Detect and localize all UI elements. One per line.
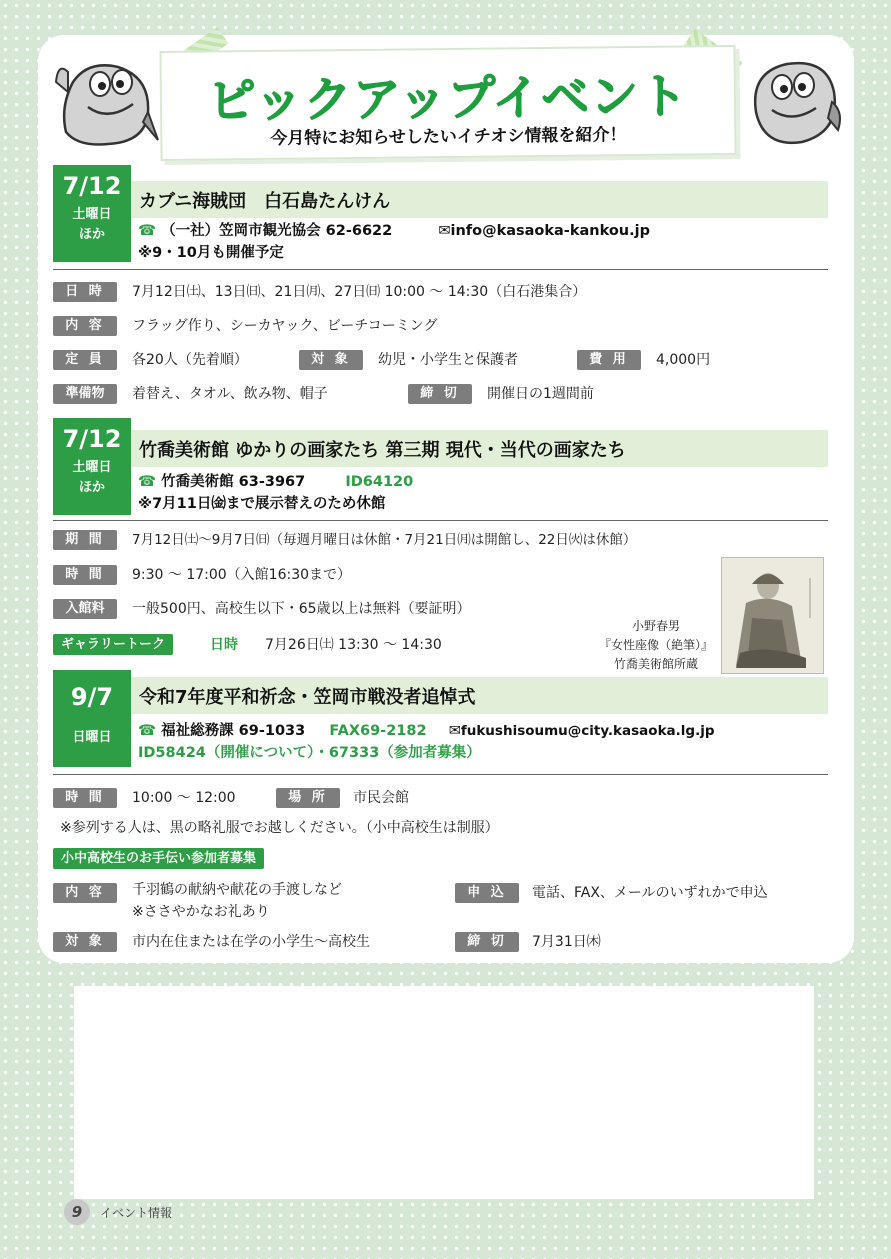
event-date-badge — [53, 670, 131, 767]
contact-id: ID58424（開催について）・67333（参加者募集） — [138, 745, 481, 761]
value-taisho: 市内在住または在学の小学生～高校生 — [132, 934, 370, 950]
event-contact-id — [138, 742, 481, 764]
event-date-badge — [53, 418, 131, 515]
caption-artist: 小野春男 — [631, 619, 680, 633]
mail-icon: ✉ — [438, 223, 451, 239]
page-subtitle: 今月特にお知らせしたいイチオシ情報を紹介！ — [270, 125, 627, 149]
label-taisho: 対 象 — [53, 932, 117, 952]
phone-icon: ☎ — [138, 474, 157, 490]
page-number: 9 — [64, 1199, 90, 1225]
value-shimekiri: 開催日の1週間前 — [487, 386, 594, 402]
contact-email[interactable]: fukushisoumu@city.kasaoka.lg.jp — [460, 723, 715, 739]
label-teiin: 定 員 — [53, 350, 117, 370]
label-moushikomi: 申 込 — [455, 883, 519, 903]
event-date-badge — [53, 165, 131, 262]
value-jikan: 9:30 ～ 17:00（入館16:30まで） — [132, 567, 352, 583]
label-shimekiri: 締 切 — [408, 384, 472, 404]
label-jikan: 時 間 — [53, 788, 117, 808]
caption-work: 『女性座像（絶筆）』 — [598, 638, 713, 652]
event-note: ※7月11日㈮まで展示替えのため休館 — [138, 496, 386, 512]
event-weekday: 日曜日 — [72, 730, 112, 745]
label-jikan: 時 間 — [53, 565, 117, 585]
event-weekday: 土曜日 — [72, 207, 112, 222]
contact-org: （一社）笠岡市観光協会 62-6622 — [161, 223, 393, 239]
blank-area — [74, 986, 814, 1199]
label-gallery-talk: ギャラリートーク — [53, 634, 173, 655]
gallery-sub-label: 日時 — [210, 637, 238, 653]
event-contact — [138, 471, 413, 493]
portrait-image-icon — [722, 558, 823, 673]
divider — [53, 269, 828, 270]
dress-code-note: ※参列する人は、黒の略礼服でお越しください。（小中高校生は制服） — [60, 820, 499, 836]
contact-org: 竹喬美術館 63-3967 — [161, 474, 306, 490]
page-title: ピックアップイベント — [207, 68, 689, 130]
label-nichiji: 日 時 — [53, 282, 117, 302]
caption-owner: 竹喬美術館所蔵 — [613, 657, 698, 671]
value-basho: 市民会館 — [353, 790, 409, 806]
label-recruit: 小中高校生のお手伝い参加者募集 — [53, 848, 264, 869]
phone-icon: ☎ — [138, 223, 157, 239]
event-weekday-extra: ほか — [78, 480, 105, 495]
event-contact — [138, 220, 650, 242]
event-weekday: 土曜日 — [72, 460, 112, 475]
value-hiyo: 4,000円 — [656, 352, 711, 368]
event-title: 令和7年度平和祈念・笠岡市戦没者追悼式 — [131, 677, 828, 714]
footer-section: イベント情報 — [100, 1206, 173, 1220]
label-nyukan: 入館料 — [53, 599, 117, 619]
event-date: 7/12 — [62, 172, 122, 200]
label-kikan: 期 間 — [53, 530, 117, 550]
contact-email[interactable]: info@kasaoka-kankou.jp — [450, 223, 650, 239]
event-title: カブニ海賊団 白石島たんけん — [131, 181, 828, 218]
label-naiyo: 内 容 — [53, 883, 117, 903]
value-naiyo-note: ※ささやかなお礼あり — [132, 904, 270, 920]
event-date: 7/12 — [62, 425, 122, 453]
divider — [53, 774, 828, 775]
value-shimekiri: 7月31日㈭ — [532, 934, 601, 950]
fish-mascot-left-icon — [48, 52, 160, 152]
value-kikan: 7月12日㈯～9月7日㈰（毎週月曜日は休館・7月21日㈪は開館し、22日㈫は休館） — [132, 532, 637, 548]
contact-fax: FAX69-2182 — [329, 723, 427, 739]
label-hiyo: 費 用 — [577, 350, 641, 370]
contact-org: 福祉総務課 69-1033 — [161, 723, 306, 739]
divider — [53, 520, 828, 521]
event-note: ※9・10月も開催予定 — [138, 245, 284, 261]
value-moushikomi: 電話、FAX、メールのいずれかで申込 — [532, 885, 768, 901]
value-naiyo: フラッグ作り、シーカヤック、ビーチコーミング — [132, 318, 438, 334]
label-shimekiri: 締 切 — [455, 932, 519, 952]
value-nichiji: 7月12日㈯、13日㈰、21日㈪、27日㈰ 10:00 ～ 14:30（白石港集合） — [132, 284, 587, 300]
value-gallery-talk: 7月26日㈯ 13:30 ～ 14:30 — [265, 637, 442, 653]
fish-mascot-right-icon — [742, 52, 846, 152]
event-contact — [138, 720, 715, 742]
title-board — [159, 45, 736, 161]
photo-caption — [596, 617, 716, 674]
label-taisho: 対 象 — [299, 350, 363, 370]
value-taisho: 幼児・小学生と保護者 — [378, 352, 518, 368]
phone-icon: ☎ — [138, 723, 157, 739]
value-nyukan: 一般500円、高校生以下・65歳以上は無料（要証明） — [132, 601, 471, 617]
event-weekday-extra: ほか — [78, 227, 105, 242]
value-naiyo: 千羽鶴の献納や献花の手渡しなど — [132, 882, 342, 898]
contact-id: ID64120 — [345, 474, 414, 490]
artwork-photo — [721, 557, 824, 674]
label-basho: 場 所 — [276, 788, 340, 808]
value-teiin: 各20人（先着順） — [132, 352, 248, 368]
value-jikan: 10:00 ～ 12:00 — [132, 790, 236, 806]
mail-icon: ✉ — [448, 723, 461, 739]
label-junbi: 準備物 — [53, 384, 117, 404]
event-title: 竹喬美術館 ゆかりの画家たち 第三期 現代・当代の画家たち — [131, 430, 828, 467]
event-date: 9/7 — [70, 683, 114, 711]
value-junbi: 着替え、タオル、飲み物、帽子 — [132, 386, 328, 402]
label-naiyo: 内 容 — [53, 316, 117, 336]
